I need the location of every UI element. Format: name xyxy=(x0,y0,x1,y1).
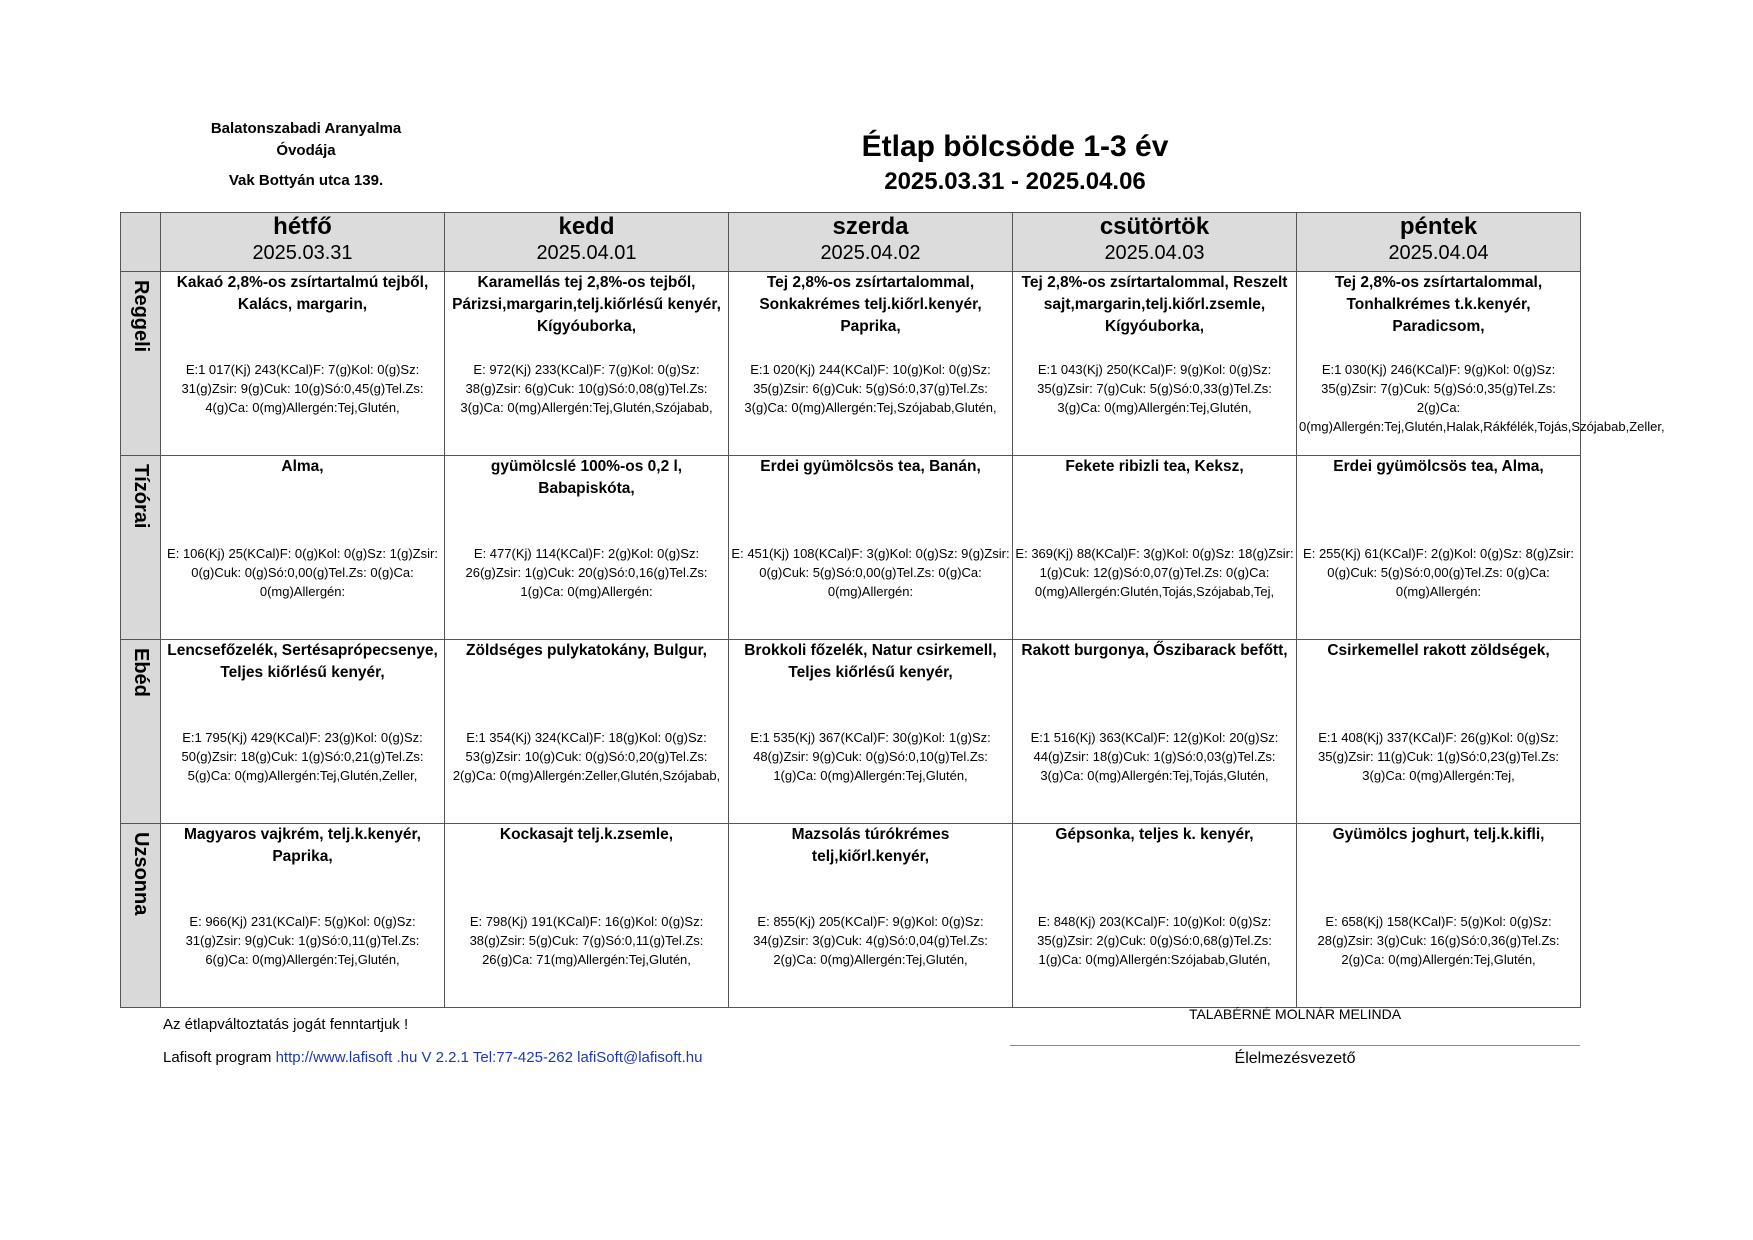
dish-text: Tej 2,8%-os zsírtartalommal, Sonkakrémes telj.kiőrl.kenyér, Paprika, xyxy=(759,274,982,335)
menu-cell xyxy=(729,456,1013,640)
nutrition-text: E:1 408(Kj) 337(KCal)F: 26(g)Kol: 0(g)Sz: 35(g)Zsir: 11(g)Cuk: 1(g)Só:0,23(g)Tel.Zs: 3(g)Ca: 0(mg)Allergén:Tej, xyxy=(1317,730,1560,783)
menu-cell xyxy=(1013,272,1297,456)
nutrition-text: E:1 795(Kj) 429(KCal)F: 23(g)Kol: 0(g)Sz: 50(g)Zsir: 18(g)Cuk: 1(g)Só:0,21(g)Tel.Zs: 5(g)Ca: 0(mg)Allergén:Tej,Glutén,Zeller, xyxy=(181,730,424,783)
signer-role: Élelmezésvezető xyxy=(1234,1050,1356,1067)
dish-text: Gyümölcs joghurt, telj.k.kifli, xyxy=(1332,826,1545,843)
corner-cell xyxy=(121,213,161,272)
day-header-thursday xyxy=(1013,213,1297,272)
meal-row-ebed xyxy=(121,640,1581,824)
signature-line xyxy=(1010,1045,1580,1046)
dish-text: Kakaó 2,8%-os zsírtartalmú tejből, Kalács, margarin, xyxy=(176,274,429,313)
meal-label: Uzsonna xyxy=(130,832,152,916)
dish-text: Karamellás tej 2,8%-os tejből, Párizsi,margarin,telj.kiőrlésű kenyér, Kígyóuborka, xyxy=(452,274,721,335)
meal-label-cell xyxy=(121,456,161,640)
menu-cell xyxy=(1297,272,1665,456)
menu-cell xyxy=(1013,456,1297,640)
day-date: 2025.04.02 xyxy=(820,242,921,264)
menu-cell xyxy=(161,272,445,456)
menu-cell xyxy=(445,456,729,640)
dish-text: Tej 2,8%-os zsírtartalommal, Tonhalkrémes t.k.kenyér, Paradicsom, xyxy=(1334,274,1543,335)
nutrition-text: E:1 030(Kj) 246(KCal)F: 9(g)Kol: 0(g)Sz: 35(g)Zsir: 7(g)Cuk: 5(g)Só:0,35(g)Tel.Zs: 2(g)Ca: 0(mg)Allergén:Tej,Glutén,Halak,Rákfélék,Tojás,Szójabab,Zeller, xyxy=(1299,362,1665,434)
nutrition-text: E: 658(Kj) 158(KCal)F: 5(g)Kol: 0(g)Sz: 28(g)Zsir: 3(g)Cuk: 16(g)Só:0,36(g)Tel.Zs: 2(g)Ca: 0(mg)Allergén:Tej,Glutén, xyxy=(1317,914,1560,967)
menu-cell xyxy=(445,640,729,824)
nutrition-text: E: 369(Kj) 88(KCal)F: 3(g)Kol: 0(g)Sz: 18(g)Zsir: 1(g)Cuk: 12(g)Só:0,07(g)Tel.Zs: 0(g)Ca: 0(mg)Allergén:Glutén,Tojás,Szójabab,Tej, xyxy=(1015,546,1294,599)
day-date: 2025.04.04 xyxy=(1388,242,1489,264)
menu-cell xyxy=(161,640,445,824)
day-header-monday xyxy=(161,213,445,272)
dish-text: Rakott burgonya, Őszibarack befőtt, xyxy=(1021,642,1288,659)
organization-info xyxy=(190,118,422,192)
meal-label-cell xyxy=(121,272,161,456)
dish-text: Gépsonka, teljes k. kenyér, xyxy=(1055,826,1254,843)
nutrition-text: E:1 516(Kj) 363(KCal)F: 12(g)Kol: 20(g)Sz: 44(g)Zsir: 18(g)Cuk: 1(g)Só:0,03(g)Tel.Zs: 3(g)Ca: 0(mg)Allergén:Tej,Tojás,Glutén, xyxy=(1030,730,1279,783)
menu-cell xyxy=(729,824,1013,1008)
day-header-friday xyxy=(1297,213,1581,272)
dish-text: Brokkoli főzelék, Natur csirkemell, Teljes kiőrlésű kenyér, xyxy=(744,642,997,681)
nutrition-text: E: 855(Kj) 205(KCal)F: 9(g)Kol: 0(g)Sz: 34(g)Zsir: 3(g)Cuk: 4(g)Só:0,04(g)Tel.Zs: 2(g)Ca: 0(mg)Allergén:Tej,Glutén, xyxy=(753,914,988,967)
dish-text: Tej 2,8%-os zsírtartalommal, Reszelt sajt,margarin,telj.kiőrl.zsemle, Kígyóuborka, xyxy=(1021,274,1288,335)
menu-cell xyxy=(445,272,729,456)
nutrition-text: E:1 017(Kj) 243(KCal)F: 7(g)Kol: 0(g)Sz: 31(g)Zsir: 9(g)Cuk: 10(g)Só:0,45(g)Tel.Zs: 4(g)Ca: 0(mg)Allergén:Tej,Glutén, xyxy=(181,362,424,415)
menu-cell xyxy=(729,272,1013,456)
dish-text: Mazsolás túrókrémes telj,kiőrl.kenyér, xyxy=(791,826,950,865)
nutrition-text: E:1 043(Kj) 250(KCal)F: 9(g)Kol: 0(g)Sz: 35(g)Zsir: 7(g)Cuk: 5(g)Só:0,33(g)Tel.Zs: 3(g)Ca: 0(mg)Allergén:Tej,Glutén, xyxy=(1037,362,1272,415)
nutrition-text: E: 966(Kj) 231(KCal)F: 5(g)Kol: 0(g)Sz: 31(g)Zsir: 9(g)Cuk: 1(g)Só:0,11(g)Tel.Zs: 6(g)Ca: 0(mg)Allergén:Tej,Glutén, xyxy=(185,914,420,967)
meal-label-cell xyxy=(121,640,161,824)
nutrition-text: E: 255(Kj) 61(KCal)F: 2(g)Kol: 0(g)Sz: 8(g)Zsir: 0(g)Cuk: 5(g)Só:0,00(g)Tel.Zs: 0(g)Ca: 0(mg)Allergén: xyxy=(1303,546,1574,599)
menu-cell xyxy=(1297,640,1581,824)
program-prefix: Lafisoft program xyxy=(163,1049,276,1066)
day-name: csütörtök xyxy=(1099,213,1210,240)
menu-cell xyxy=(1013,824,1297,1008)
menu-cell xyxy=(161,456,445,640)
menu-cell xyxy=(1297,824,1581,1008)
org-name-line2: Óvodája xyxy=(276,142,336,159)
menu-cell xyxy=(729,640,1013,824)
dish-text: Lencsefőzelék, Sertésaprópecsenye, Teljes kiőrlésű kenyér, xyxy=(167,642,438,681)
nutrition-text: E: 972(Kj) 233(KCal)F: 7(g)Kol: 0(g)Sz: 38(g)Zsir: 6(g)Cuk: 10(g)Só:0,08(g)Tel.Zs: 3(g)Ca: 0(mg)Allergén:Tej,Glutén,Szójabab, xyxy=(460,362,713,415)
nutrition-text: E:1 020(Kj) 244(KCal)F: 10(g)Kol: 0(g)Sz: 35(g)Zsir: 6(g)Cuk: 5(g)Só:0,37(g)Tel.Zs: 3(g)Ca: 0(mg)Allergén:Tej,Szójabab,Glutén, xyxy=(744,362,997,415)
nutrition-text: E: 798(Kj) 191(KCal)F: 16(g)Kol: 0(g)Sz: 38(g)Zsir: 5(g)Cuk: 7(g)Só:0,11(g)Tel.Zs: 26(g)Ca: 71(mg)Allergén:Tej,Glutén, xyxy=(469,914,704,967)
dish-text: Csirkemellel rakott zöldségek, xyxy=(1327,642,1550,659)
org-name-line1: Balatonszabadi Aranyalma xyxy=(210,120,402,137)
day-date: 2025.04.03 xyxy=(1104,242,1205,264)
menu-title: Étlap bölcsöde 1-3 év xyxy=(861,130,1169,163)
meal-label: Reggeli xyxy=(130,280,152,353)
menu-cell xyxy=(1013,640,1297,824)
menu-date-range: 2025.03.31 - 2025.04.06 xyxy=(884,168,1146,195)
meal-label-cell xyxy=(121,824,161,1008)
dish-text: Fekete ribizli tea, Keksz, xyxy=(1065,458,1244,475)
day-header-tuesday xyxy=(445,213,729,272)
menu-cell xyxy=(1297,456,1581,640)
nutrition-text: E:1 354(Kj) 324(KCal)F: 18(g)Kol: 0(g)Sz: 53(g)Zsir: 10(g)Cuk: 0(g)Só:0,20(g)Tel.Zs: 2(g)Ca: 0(mg)Allergén:Zeller,Glutén,Szójabab, xyxy=(452,730,721,783)
menu-table xyxy=(120,212,1665,1008)
day-date: 2025.03.31 xyxy=(252,242,353,264)
nutrition-text: E: 477(Kj) 114(KCal)F: 2(g)Kol: 0(g)Sz: 26(g)Zsir: 1(g)Cuk: 20(g)Só:0,16(g)Tel.Zs: 1(g)Ca: 0(mg)Allergén: xyxy=(465,546,708,599)
dish-text: Erdei gyümölcsös tea, Alma, xyxy=(1333,458,1544,475)
nutrition-text: E: 106(Kj) 25(KCal)F: 0(g)Kol: 0(g)Sz: 1(g)Zsir: 0(g)Cuk: 0(g)Só:0,00(g)Tel.Zs: 0(g)Ca: 0(mg)Allergén: xyxy=(167,546,438,599)
dish-text: Magyaros vajkrém, telj.k.kenyér, Paprika, xyxy=(184,826,421,865)
dish-text: Zöldséges pulykatokány, Bulgur, xyxy=(466,642,707,659)
signer-name: TALABÉRNÉ MOLNÁR MELINDA xyxy=(1188,1006,1402,1022)
dish-text: Erdei gyümölcsös tea, Banán, xyxy=(760,458,981,475)
day-name: hétfő xyxy=(273,213,332,240)
menu-title-block xyxy=(800,128,1230,198)
meal-label: Ebéd xyxy=(130,648,152,697)
nutrition-text: E: 451(Kj) 108(KCal)F: 3(g)Kol: 0(g)Sz: 9(g)Zsir: 0(g)Cuk: 5(g)Só:0,00(g)Tel.Zs: 0(g)Ca: 0(mg)Allergén: xyxy=(731,546,1010,599)
nutrition-text: E: 848(Kj) 203(KCal)F: 10(g)Kol: 0(g)Sz: 35(g)Zsir: 2(g)Cuk: 0(g)Só:0,68(g)Tel.Zs: 1(g)Ca: 0(mg)Allergén:Szójabab,Glutén, xyxy=(1037,914,1272,967)
day-name: szerda xyxy=(832,213,909,240)
day-date: 2025.04.01 xyxy=(536,242,637,264)
meal-row-reggeli xyxy=(121,272,1581,456)
dish-text: gyümölcslé 100%-os 0,2 l, Babapiskóta, xyxy=(490,458,683,497)
day-name: péntek xyxy=(1399,213,1478,240)
meal-row-tizorai xyxy=(121,456,1581,640)
menu-cell xyxy=(161,824,445,1008)
day-name: kedd xyxy=(558,213,615,240)
day-header-wednesday xyxy=(729,213,1013,272)
org-address: Vak Bottyán utca 139. xyxy=(228,172,384,189)
program-info xyxy=(163,1049,702,1066)
menu-cell xyxy=(445,824,729,1008)
nutrition-text: E:1 535(Kj) 367(KCal)F: 30(g)Kol: 1(g)Sz: 48(g)Zsir: 9(g)Cuk: 0(g)Só:0,10(g)Tel.Zs: 1(g)Ca: 0(mg)Allergén:Tej,Glutén, xyxy=(750,730,991,783)
dish-text: Kockasajt telj.k.zsemle, xyxy=(499,826,674,843)
meal-label: Tízórai xyxy=(130,464,152,529)
program-link[interactable]: http://www.lafisoft .hu V 2.2.1 Tel:77-425-262 lafiSoft@lafisoft.hu xyxy=(275,1049,703,1066)
day-header-row xyxy=(121,213,1581,272)
dish-text: Alma, xyxy=(281,458,324,475)
meal-row-uzsonna xyxy=(121,824,1581,1008)
disclaimer-note: Az étlapváltoztatás jogát fenntartjuk ! xyxy=(163,1016,409,1033)
